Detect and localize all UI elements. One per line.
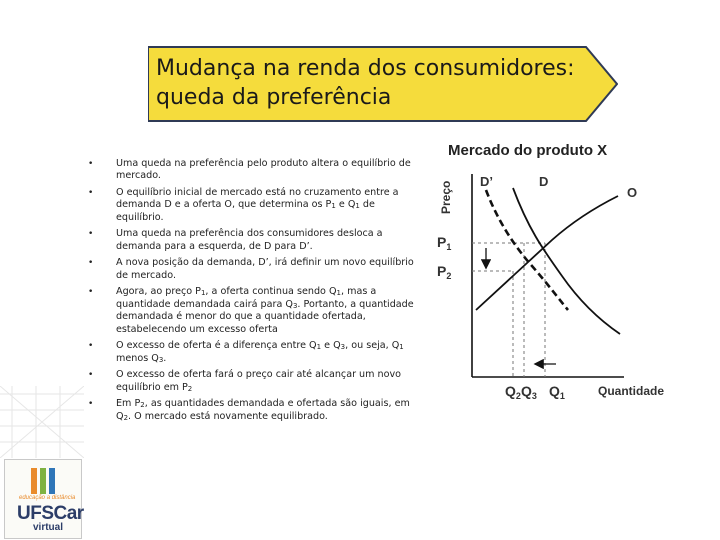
- bullet-text: , a oferta continua sendo Q: [205, 286, 337, 298]
- bullet-text: e Q: [321, 340, 341, 352]
- bullet-text: , mas a quantidade demandada cairá para Q: [116, 286, 377, 310]
- bullet-item: [84, 257, 420, 282]
- bullet-item: [84, 228, 420, 253]
- bullet-subscript: 3: [158, 355, 164, 364]
- bullet-text: O excesso de oferta é a diferença entre Q: [116, 340, 317, 352]
- demand-new-label: D’: [480, 174, 493, 189]
- logo-bar-orange: [31, 468, 37, 494]
- q3-label: $Q_3$: [521, 383, 537, 401]
- bullet-item: [84, 158, 420, 183]
- demand-label: D: [539, 174, 549, 189]
- bullet-item: [84, 187, 420, 224]
- bullet-subscript: 2: [140, 401, 145, 410]
- slide-title: [156, 54, 576, 112]
- bullet-dot: •: [88, 341, 94, 352]
- bullet-text: e Q: [335, 199, 356, 211]
- bullet-text: O excesso de oferta fará o preço cair até alcançar um novo equilíbrio em P: [116, 369, 402, 393]
- logo-bar-green: [40, 468, 46, 494]
- bullet-text: . O mercado está novamente equilibrado.: [128, 410, 328, 422]
- ufscar-logo: [4, 459, 82, 539]
- bullet-dot: •: [88, 287, 94, 298]
- demand-curve-new: [486, 190, 568, 310]
- bullet-text: menos Q: [116, 352, 159, 364]
- bullet-item: [84, 286, 420, 336]
- bullet-subscript: 1: [336, 289, 341, 298]
- p2-label: $P_2$: [437, 263, 452, 281]
- supply-label: O: [627, 185, 638, 200]
- bullet-item: [84, 369, 420, 394]
- logo-brand: UFSCar: [17, 503, 84, 524]
- bullet-dot: •: [88, 229, 94, 240]
- bullet-text: O equilíbrio inicial de mercado está no cruzamento entre a demanda D e a oferta O, que determina os P: [116, 187, 399, 211]
- bullet-subscript: 1: [399, 343, 404, 352]
- title-banner: [148, 46, 618, 122]
- bullet-text: Uma queda na preferência pelo produto altera o equilíbrio de mercado.: [116, 158, 411, 182]
- bullet-dot: •: [88, 188, 94, 198]
- decorative-pattern: [0, 386, 84, 458]
- bullet-text: A nova posição da demanda, D’, irá definir um novo equilíbrio de mercado.: [116, 257, 414, 281]
- bullet-subscript: 2: [187, 384, 193, 393]
- market-diagram: [430, 164, 680, 409]
- bullet-text: Uma queda na preferência dos consumidores desloca a demanda para a esquerda, de D para D’.: [116, 228, 383, 252]
- bullet-text: . Portanto, a quantidade demandada é menor do que a quantidade ofertada, estabelecendo um excesso oferta: [116, 298, 414, 335]
- bullet-item: [84, 398, 420, 423]
- bullet-dot: •: [88, 258, 94, 269]
- q2-label: $Q_2$: [505, 383, 521, 401]
- logo-tagline: educação a distância: [19, 495, 76, 501]
- bullet-dot: •: [88, 370, 94, 381]
- bullet-subscript: 1: [200, 289, 206, 298]
- bullet-subscript: 1: [316, 343, 322, 352]
- title-line-1: Mudança na renda dos consumidores:: [156, 56, 575, 81]
- guide-lines: [472, 243, 545, 377]
- y-axis-label: Preço: [439, 180, 453, 214]
- bullet-dot: •: [88, 159, 94, 169]
- chart-title: Mercado do produto X: [448, 142, 608, 159]
- x-axis-label: Quantidade: [598, 384, 665, 398]
- bullet-item: [84, 340, 420, 365]
- bullet-text: , as quantidades demandada e ofertada são iguais, em Q: [116, 398, 410, 422]
- bullet-text: de equilíbrio.: [116, 199, 375, 223]
- q1-label: $Q_1$: [549, 383, 565, 401]
- bullet-subscript: 1: [331, 202, 336, 211]
- bullet-subscript: 2: [123, 413, 129, 422]
- logo-bar-blue: [49, 468, 55, 494]
- bullet-text: Em P: [116, 398, 141, 410]
- bullet-text: .: [163, 352, 167, 364]
- bullet-dot: •: [88, 399, 94, 410]
- p1-label: $P_1$: [437, 234, 452, 252]
- bullet-subscript: 3: [340, 343, 346, 352]
- bullet-subscript: 3: [292, 301, 298, 310]
- bullet-text: Agora, ao preço P: [116, 286, 201, 298]
- logo-sub: virtual: [33, 522, 64, 533]
- bullet-text: , ou seja, Q: [345, 340, 400, 352]
- title-line-2: queda da preferência: [156, 85, 392, 110]
- bullet-list: [84, 158, 420, 427]
- bullet-subscript: 1: [355, 202, 360, 211]
